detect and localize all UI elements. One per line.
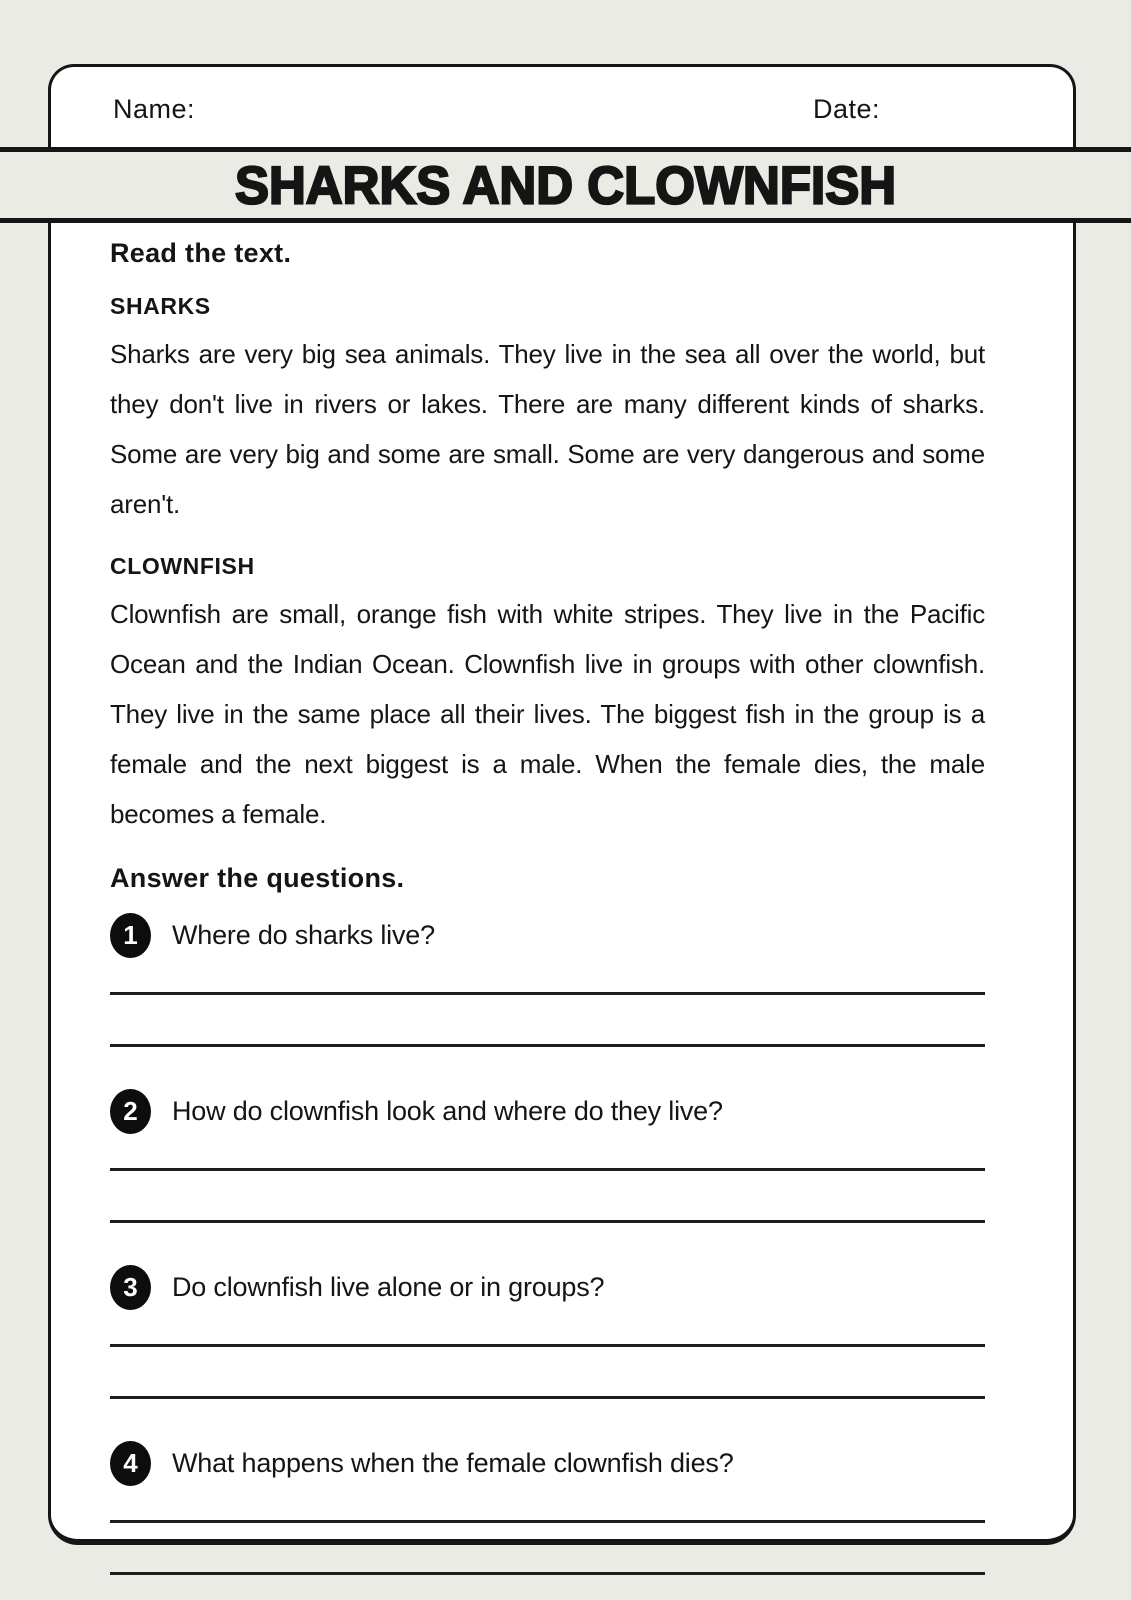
answer-line[interactable]: [110, 1396, 985, 1399]
question-block-3: [110, 1265, 985, 1399]
question-text: Do clownfish live alone or in groups?: [172, 1272, 605, 1302]
paragraph-clownfish: Clownfish are small, orange fish with white stripes. They live in the Pacific Ocean and the Indian Ocean. Clownfish live in groups with other clownfish. They live in the same place all their lives. The biggest fish in the group is a female and the next biggest is a male. When the female dies, the male becomes a female.: [110, 599, 985, 829]
answer-line[interactable]: [110, 1168, 985, 1171]
question-number-badge: 4: [110, 1441, 151, 1486]
question-number-badge: 3: [110, 1265, 151, 1310]
name-date-box: [48, 64, 1076, 148]
name-input-area[interactable]: [211, 87, 751, 131]
title-band: [0, 147, 1131, 223]
section-heading-sharks: SHARKS: [110, 293, 211, 319]
question-text: Where do sharks live?: [172, 920, 435, 950]
answer-line[interactable]: [110, 1572, 985, 1575]
question-text: How do clownfish look and where do they live?: [172, 1096, 723, 1126]
page-title: SHARKS AND CLOWNFISH: [234, 155, 897, 215]
answer-line[interactable]: [110, 992, 985, 995]
date-input-area[interactable]: [891, 87, 1081, 131]
question-block-4: [110, 1441, 985, 1575]
paragraph-sharks: Sharks are very big sea animals. They live in the sea all over the world, but they don't live in rivers or lakes. There are many different kinds of sharks. Some are very big and some are small. Some are very dangerous and some aren't.: [110, 339, 985, 519]
question-row: [110, 1089, 985, 1134]
question-text: What happens when the female clownfish dies?: [172, 1448, 734, 1478]
question-block-1: [110, 913, 985, 1047]
answer-instruction: Answer the questions.: [110, 863, 405, 893]
question-row: [110, 1265, 985, 1310]
answer-line[interactable]: [110, 1344, 985, 1347]
date-label: Date:: [813, 94, 881, 124]
answer-line[interactable]: [110, 1520, 985, 1523]
read-instruction: Read the text.: [110, 238, 292, 268]
question-block-2: [110, 1089, 985, 1223]
question-row: [110, 913, 985, 958]
question-row: [110, 1441, 985, 1486]
section-heading-clownfish: CLOWNFISH: [110, 553, 255, 579]
worksheet-body: [48, 223, 1076, 1545]
name-label: Name:: [113, 94, 196, 124]
question-number-badge: 1: [110, 913, 151, 958]
answer-line[interactable]: [110, 1220, 985, 1223]
question-number-badge: 2: [110, 1089, 151, 1134]
answer-line[interactable]: [110, 1044, 985, 1047]
